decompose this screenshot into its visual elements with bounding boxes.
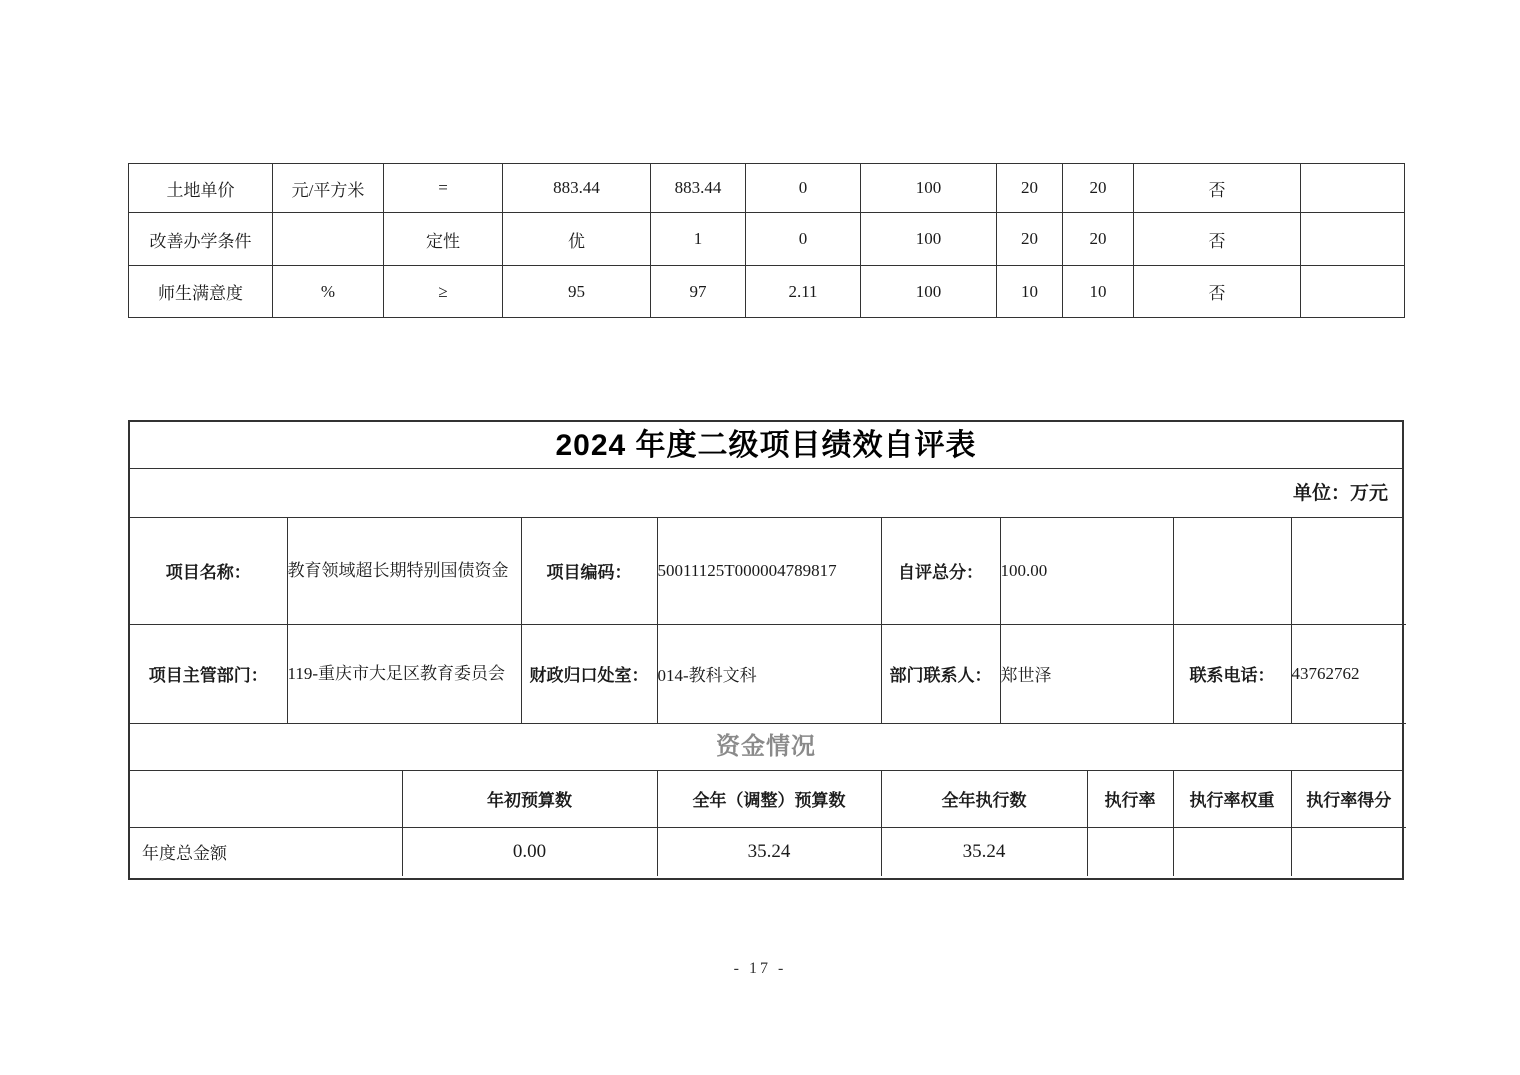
indicator-row	[129, 266, 1405, 318]
execution-rate-value	[1087, 828, 1173, 876]
funds-header-cell: 全年（调整）预算数	[657, 771, 881, 828]
indicator-name-cell: 师生满意度	[129, 266, 273, 318]
indicator-row	[129, 164, 1405, 213]
funds-header-cell: 年初预算数	[402, 771, 657, 828]
actual-value-cell: 883.44	[651, 164, 746, 213]
indicator-name-cell: 改善办学条件	[129, 213, 273, 266]
weight-cell: 20	[997, 213, 1063, 266]
execution-rate-weight-value	[1173, 828, 1291, 876]
project-name-value: 教育领域超长期特别国债资金	[287, 518, 521, 624]
finance-office-label: 财政归口处室：	[521, 624, 657, 723]
contact-label: 部门联系人：	[881, 624, 1000, 723]
execution-rate-score-value	[1291, 828, 1406, 876]
funds-header-cell: 执行率得分	[1291, 771, 1406, 828]
funds-row-label: 年度总金额	[130, 828, 402, 876]
funds-header-cell: 执行率权重	[1173, 771, 1291, 828]
project-code-label: 项目编码：	[521, 518, 657, 624]
contact-value: 郑世泽	[1000, 624, 1173, 723]
funds-total-row	[130, 828, 1406, 876]
flag-cell: 否	[1134, 213, 1301, 266]
weight-cell: 20	[997, 164, 1063, 213]
dept-label: 项目主管部门：	[130, 624, 287, 723]
project-name-label: 项目名称：	[130, 518, 287, 624]
deviation-cell: 2.11	[746, 266, 861, 318]
rate-cell: 100	[861, 266, 997, 318]
project-name-row	[130, 518, 1406, 624]
project-info-grid	[130, 518, 1406, 724]
project-dept-row	[130, 624, 1406, 723]
deviation-cell: 0	[746, 164, 861, 213]
target-value-cell: 95	[503, 266, 651, 318]
comparator-cell: =	[384, 164, 503, 213]
indicator-row	[129, 213, 1405, 266]
weight-cell: 10	[997, 266, 1063, 318]
note-cell	[1301, 266, 1405, 318]
page-number: - 17 -	[733, 960, 787, 977]
initial-budget-value: 0.00	[402, 828, 657, 876]
self-eval-table	[128, 420, 1404, 880]
target-value-cell: 优	[503, 213, 651, 266]
score-cell: 10	[1063, 266, 1134, 318]
indicator-table	[128, 163, 1405, 318]
phone-label: 联系电话：	[1173, 624, 1291, 723]
flag-cell: 否	[1134, 164, 1301, 213]
finance-office-value: 014-教科文科	[657, 624, 881, 723]
unit-label: 单位：万元	[130, 469, 1402, 518]
note-cell	[1301, 213, 1405, 266]
funds-header-cell	[130, 771, 402, 828]
project-code-value: 50011125T000004789817	[657, 518, 881, 624]
actual-value-cell: 97	[651, 266, 746, 318]
unit-cell	[273, 213, 384, 266]
rate-cell: 100	[861, 213, 997, 266]
funds-section-title: 资金情况	[130, 724, 1402, 771]
funds-header-row	[130, 771, 1406, 828]
actual-value-cell: 1	[651, 213, 746, 266]
funds-table	[130, 771, 1406, 876]
phone-value: 43762762	[1291, 624, 1406, 723]
table-title: 2024 年度二级项目绩效自评表	[130, 422, 1402, 469]
unit-cell: %	[273, 266, 384, 318]
note-cell	[1301, 164, 1405, 213]
self-score-label: 自评总分：	[881, 518, 1000, 624]
score-cell: 20	[1063, 164, 1134, 213]
score-cell: 20	[1063, 213, 1134, 266]
funds-header-cell: 执行率	[1087, 771, 1173, 828]
self-score-value: 100.00	[1000, 518, 1173, 624]
deviation-cell: 0	[746, 213, 861, 266]
adjusted-budget-value: 35.24	[657, 828, 881, 876]
indicator-name-cell: 土地单价	[129, 164, 273, 213]
empty-cell	[1291, 518, 1406, 624]
rate-cell: 100	[861, 164, 997, 213]
dept-value: 119-重庆市大足区教育委员会	[287, 624, 521, 723]
comparator-cell: ≥	[384, 266, 503, 318]
comparator-cell: 定性	[384, 213, 503, 266]
target-value-cell: 883.44	[503, 164, 651, 213]
unit-cell: 元/平方米	[273, 164, 384, 213]
executed-value: 35.24	[881, 828, 1087, 876]
empty-cell	[1173, 518, 1291, 624]
flag-cell: 否	[1134, 266, 1301, 318]
funds-header-cell: 全年执行数	[881, 771, 1087, 828]
